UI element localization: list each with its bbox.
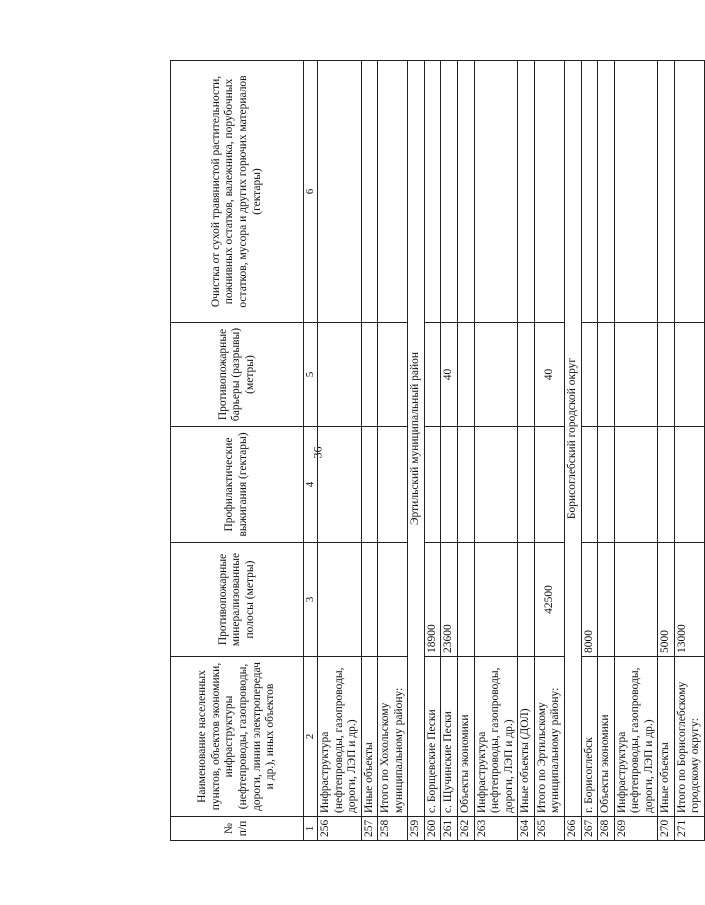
- header-col-num: № п/п: [171, 817, 304, 841]
- row-name: с. Борщевские Пески: [424, 657, 441, 817]
- row-number: 266: [564, 817, 581, 841]
- cell-barriers: [424, 323, 441, 427]
- row-number: 264: [518, 817, 535, 841]
- cell-cleaning: [614, 61, 658, 323]
- cell-burning: [317, 427, 361, 543]
- cell-cleaning: [317, 61, 361, 323]
- rotated-table-container: [170, 61, 702, 841]
- region-title: Эртильский муниципальный район: [408, 61, 425, 817]
- region-header-row: [564, 61, 581, 841]
- page-number: 36: [310, 446, 325, 459]
- column-number: 3: [304, 543, 318, 657]
- row-number: 260: [424, 817, 441, 841]
- cell-burning: [361, 427, 378, 543]
- table-row: [658, 61, 675, 841]
- row-name: Инфраструктура (нефтепроводы, газопроводы, дороги, ЛЭП и др.): [614, 657, 658, 817]
- cell-cleaning: [518, 61, 535, 323]
- column-number: 4: [304, 427, 318, 543]
- cell-cleaning: [534, 61, 564, 323]
- row-number: 269: [614, 817, 658, 841]
- cell-barriers: [614, 323, 658, 427]
- cell-barriers: [458, 323, 475, 427]
- cell-cleaning: [598, 61, 615, 323]
- cell-burning: [534, 427, 564, 543]
- cell-burning: [614, 427, 658, 543]
- column-number-row: [304, 61, 318, 841]
- table-row: [518, 61, 535, 841]
- table-row: [317, 61, 361, 841]
- column-number: 5: [304, 323, 318, 427]
- cell-cleaning: [458, 61, 475, 323]
- row-name: Итого по Хохольскому муниципальному району:: [378, 657, 408, 817]
- cell-barriers: [581, 323, 598, 427]
- table-row: [361, 61, 378, 841]
- cell-barriers: [361, 323, 378, 427]
- row-name: Итого по Эртильскому муниципальному району:: [534, 657, 564, 817]
- cell-mineral-strips: 5000: [658, 543, 675, 657]
- header-col-barriers: Противопожарные барьеры (разрывы) (метры): [171, 323, 304, 427]
- cell-barriers: [317, 323, 361, 427]
- row-number: 257: [361, 817, 378, 841]
- cell-burning: [474, 427, 518, 543]
- cell-cleaning: [378, 61, 408, 323]
- cell-burning: [674, 427, 704, 543]
- cell-burning: [424, 427, 441, 543]
- table-row: [474, 61, 518, 841]
- header-col-name: Наименование населенных пунктов, объектов экономики, инфраструктуры (нефтепроводы, газопроводы, дороги, линии электропередач и др.), иных объектов: [171, 657, 304, 817]
- cell-burning: [441, 427, 458, 543]
- row-name: Итого по Борисоглебскому городскому округу:: [674, 657, 704, 817]
- table-row-total: [378, 61, 408, 841]
- cell-cleaning: [361, 61, 378, 323]
- region-title: Борисоглебский городской округ: [564, 61, 581, 817]
- column-number: 6: [304, 61, 318, 323]
- row-name: г. Борисоглебск: [581, 657, 598, 817]
- cell-barriers: [674, 323, 704, 427]
- table-row: [614, 61, 658, 841]
- cell-cleaning: [658, 61, 675, 323]
- cell-cleaning: [441, 61, 458, 323]
- cell-barriers: 40: [534, 323, 564, 427]
- row-name: Объекты экономики: [458, 657, 475, 817]
- cell-mineral-strips: [361, 543, 378, 657]
- cell-burning: [378, 427, 408, 543]
- table-row-total: [534, 61, 564, 841]
- column-number: 1: [304, 817, 318, 841]
- row-name: Объекты экономики: [598, 657, 615, 817]
- cell-cleaning: [674, 61, 704, 323]
- table-row-total: [674, 61, 704, 841]
- cell-mineral-strips: [598, 543, 615, 657]
- cell-burning: [658, 427, 675, 543]
- cell-mineral-strips: [518, 543, 535, 657]
- row-number: 268: [598, 817, 615, 841]
- row-number: 256: [317, 817, 361, 841]
- cell-barriers: [598, 323, 615, 427]
- cell-barriers: [518, 323, 535, 427]
- row-number: 262: [458, 817, 475, 841]
- cell-mineral-strips: 42500: [534, 543, 564, 657]
- table-header-row: [171, 61, 304, 841]
- cell-mineral-strips: 18900: [424, 543, 441, 657]
- column-number: 2: [304, 657, 318, 817]
- header-col-mineral-strips: Противопожарные минерализованные полосы (метры): [171, 543, 304, 657]
- row-number: 270: [658, 817, 675, 841]
- table-row: [581, 61, 598, 841]
- region-header-row: [408, 61, 425, 841]
- table-row: [458, 61, 475, 841]
- cell-mineral-strips: [614, 543, 658, 657]
- table-row: [441, 61, 458, 841]
- row-number: 271: [674, 817, 704, 841]
- row-name: с. Щучинские Пески: [441, 657, 458, 817]
- fire-prevention-table: [170, 60, 705, 841]
- cell-cleaning: [474, 61, 518, 323]
- row-name: Инфраструктура (нефтепроводы, газопроводы, дороги, ЛЭП и др.): [317, 657, 361, 817]
- cell-burning: [518, 427, 535, 543]
- row-number: 258: [378, 817, 408, 841]
- table-row: [424, 61, 441, 841]
- cell-barriers: [378, 323, 408, 427]
- row-name: Иные объекты: [658, 657, 675, 817]
- row-number: 259: [408, 817, 425, 841]
- cell-barriers: 40: [441, 323, 458, 427]
- cell-mineral-strips: 13000: [674, 543, 704, 657]
- cell-burning: [458, 427, 475, 543]
- cell-mineral-strips: [474, 543, 518, 657]
- row-number: 263: [474, 817, 518, 841]
- cell-mineral-strips: [317, 543, 361, 657]
- row-name: Иные объекты (ДОЛ): [518, 657, 535, 817]
- row-number: 261: [441, 817, 458, 841]
- cell-mineral-strips: [458, 543, 475, 657]
- cell-burning: [581, 427, 598, 543]
- cell-cleaning: [424, 61, 441, 323]
- header-col-burning: Профилактические выжигания (гектары): [171, 427, 304, 543]
- cell-burning: [598, 427, 615, 543]
- row-name: Инфраструктура (нефтепроводы, газопроводы, дороги, ЛЭП и др.): [474, 657, 518, 817]
- cell-mineral-strips: 23600: [441, 543, 458, 657]
- cell-barriers: [658, 323, 675, 427]
- table-row: [598, 61, 615, 841]
- cell-cleaning: [581, 61, 598, 323]
- cell-mineral-strips: 8000: [581, 543, 598, 657]
- row-name: Иные объекты: [361, 657, 378, 817]
- row-number: 265: [534, 817, 564, 841]
- cell-mineral-strips: [378, 543, 408, 657]
- row-number: 267: [581, 817, 598, 841]
- cell-barriers: [474, 323, 518, 427]
- header-col-cleaning: Очистка от сухой травянистой растительности, пожнивных остатков, валежника, порубочных остатков, мусора и других горючих материалов (гектары): [171, 61, 304, 323]
